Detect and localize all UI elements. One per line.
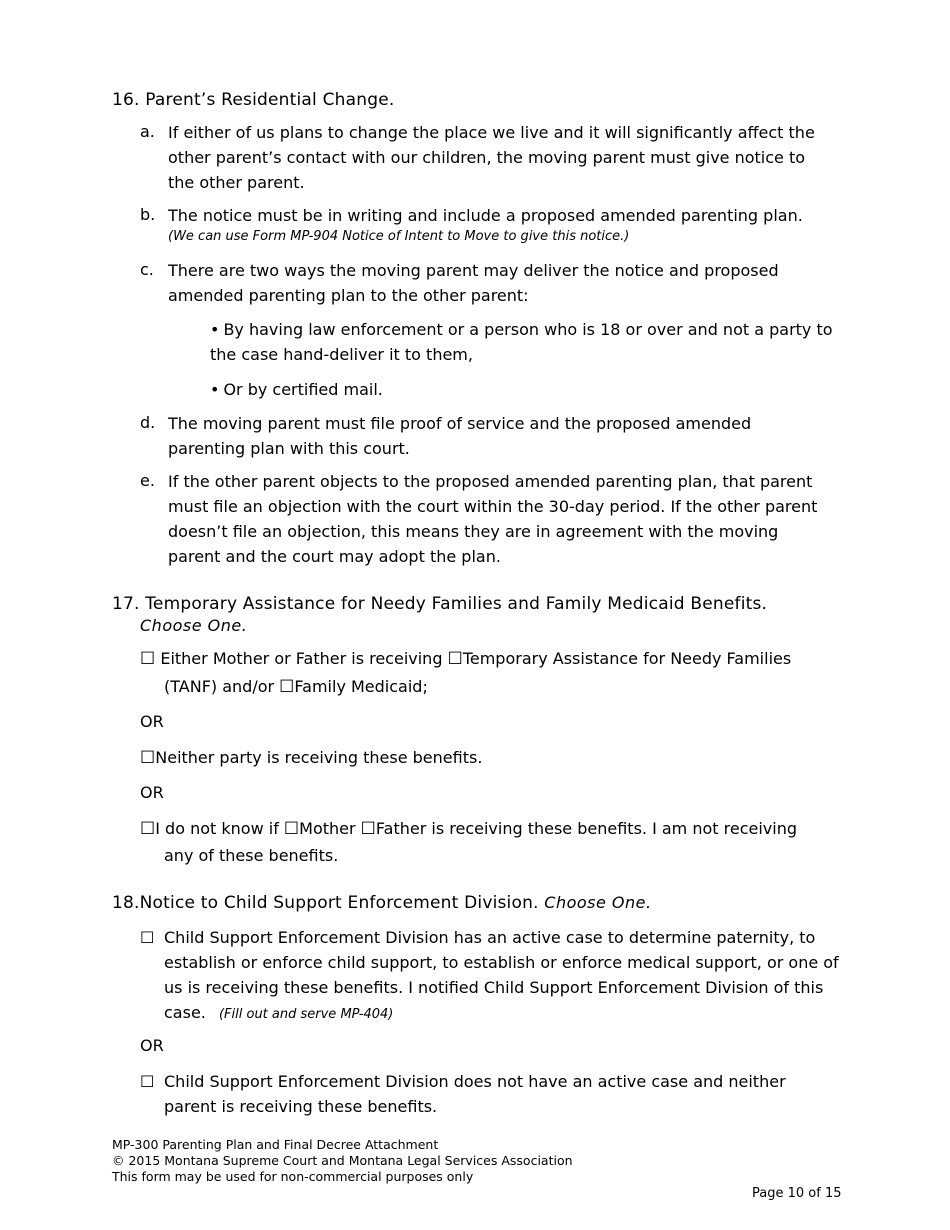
choose-one-label: Choose One. <box>140 616 248 635</box>
item-letter: b. <box>140 205 156 224</box>
or-label: OR <box>140 712 164 731</box>
bullet-item <box>210 317 835 367</box>
cse-inactive-option: Child Support Enforcement Division does not have an active case and neither parent is receiving these benefits. <box>164 1072 786 1116</box>
footer-form-name: MP-300 Parenting Plan and Final Decree Attachment <box>112 1137 439 1152</box>
footer-copyright: © 2015 Montana Supreme Court and Montana Legal Services Association <box>112 1153 573 1168</box>
unknown-option-line2: any of these benefits. <box>164 846 339 865</box>
checkbox-either-parent[interactable]: ☐ <box>140 649 156 669</box>
checkbox-cse-active[interactable]: ☐ <box>140 928 155 947</box>
or-label: OR <box>140 1036 164 1055</box>
checkbox-family-medicaid[interactable]: ☐ <box>279 677 295 697</box>
item-16c-text: There are two ways the moving parent may deliver the notice and proposed amended parenting plan to the other parent: <box>168 261 779 305</box>
bullet-text: By having law enforcement or a person who is 18 or over and not a party to the case hand-deliver it to them, <box>210 320 833 364</box>
tanf-option-line1 <box>140 646 840 672</box>
checkbox-cse-inactive[interactable]: ☐ <box>140 1072 155 1091</box>
option-text: Either Mother or Father is receiving <box>155 649 448 668</box>
item-letter: a. <box>140 122 155 141</box>
bullet-item <box>210 377 835 402</box>
cse-active-option <box>164 925 840 1027</box>
tanf-option-line2 <box>164 674 844 700</box>
bullet-text: Or by certified mail. <box>223 380 383 399</box>
option-text: Father is receiving these benefits. I am not receiving <box>375 819 798 838</box>
section-18-title-text: 18.Notice to Child Support Enforcement Division. <box>112 893 539 913</box>
neither-option <box>140 745 840 771</box>
item-16e-text: If the other parent objects to the proposed amended parenting plan, that parent must file an objection with the court within the 30-day period. If the other parent doesn’t file an objection, this means they are in agreement with the moving parent and the court may adopt the plan. <box>168 472 818 566</box>
item-letter: c. <box>140 260 154 279</box>
or-label: OR <box>140 783 164 802</box>
option-text: Mother <box>299 819 361 838</box>
checkbox-tanf[interactable]: ☐ <box>447 649 463 669</box>
item-16a-text: If either of us plans to change the place we live and it will significantly affect the other parent’s contact with our children, the moving parent must give notice to the other parent. <box>168 123 815 192</box>
page-number: Page 10 of 15 <box>752 1186 842 1201</box>
choose-one-label: Choose One. <box>544 893 652 912</box>
item-letter: d. <box>140 413 156 432</box>
bullet-icon: • <box>210 320 220 339</box>
option-note: (Fill out and serve MP-404) <box>218 1007 394 1022</box>
checkbox-neither-party[interactable]: ☐ <box>140 748 156 768</box>
item-16b-note: (We can use Form MP-904 Notice of Intent to Move to give this notice.) <box>168 229 630 244</box>
option-text: Neither party is receiving these benefits. <box>155 748 483 767</box>
item-letter: e. <box>140 471 155 490</box>
section-17-title: 17. Temporary Assistance for Needy Families and Family Medicaid Benefits. <box>112 594 768 614</box>
section-18-title <box>112 893 652 913</box>
checkbox-father[interactable]: ☐ <box>360 819 376 839</box>
checkbox-mother[interactable]: ☐ <box>283 819 300 839</box>
option-text: Child Support Enforcement Division has an active case to determine paternity, to establish or enforce child support, to establish or enforce medical support, or one of us is receiving these benefits. I notified Child Support Enforcement Division of this case. <box>164 928 839 1022</box>
option-text: Family Medicaid; <box>294 677 428 696</box>
item-16b-text: The notice must be in writing and include a proposed amended parenting plan. <box>168 206 803 225</box>
option-text: I do not know if <box>155 819 284 838</box>
footer-usage: This form may be used for non-commercial purposes only <box>112 1169 474 1184</box>
unknown-option-line1 <box>140 816 840 842</box>
option-text: (TANF) and/or <box>164 677 280 696</box>
checkbox-do-not-know[interactable]: ☐ <box>140 819 156 839</box>
section-16-title: 16. Parent’s Residential Change. <box>112 90 395 110</box>
bullet-icon: • <box>210 380 220 399</box>
option-text: Temporary Assistance for Needy Families <box>462 649 792 668</box>
item-16d-text: The moving parent must file proof of service and the proposed amended parenting plan with this court. <box>168 414 752 458</box>
